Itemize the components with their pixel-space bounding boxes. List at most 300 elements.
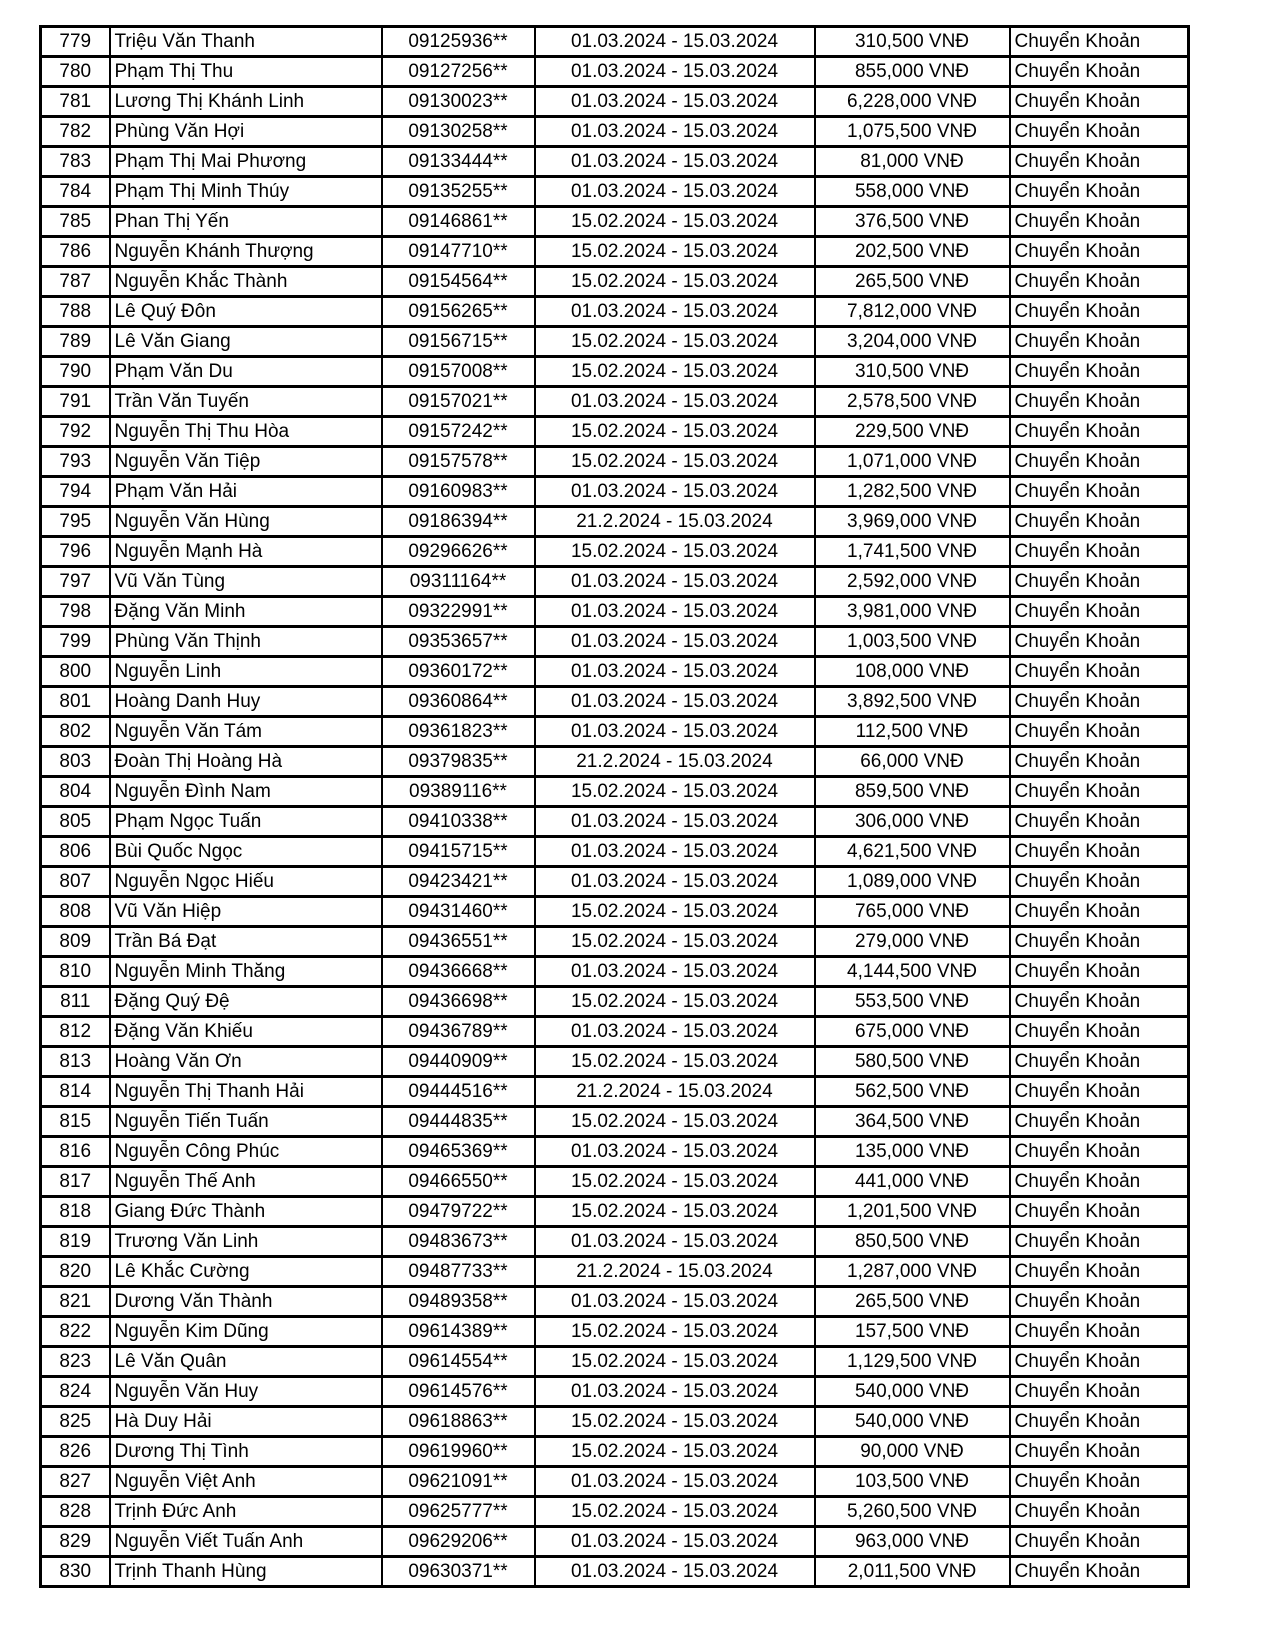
cell-date-range: 15.02.2024 - 15.03.2024	[535, 327, 815, 357]
cell-row-number: 790	[41, 357, 110, 387]
cell-name: Phùng Văn Hợi	[110, 117, 382, 147]
cell-name: Nguyễn Mạnh Hà	[110, 537, 382, 567]
cell-payment-method: Chuyển Khoản	[1010, 477, 1189, 507]
cell-date-range: 01.03.2024 - 15.03.2024	[535, 1467, 815, 1497]
cell-name: Nguyễn Tiến Tuấn	[110, 1107, 382, 1137]
cell-amount: 562,500 VNĐ	[815, 1077, 1010, 1107]
table-row	[41, 1557, 1189, 1587]
cell-row-number: 820	[41, 1257, 110, 1287]
cell-name: Nguyễn Văn Tám	[110, 717, 382, 747]
cell-phone: 09629206**	[382, 1527, 535, 1557]
cell-row-number: 779	[41, 27, 110, 57]
cell-amount: 859,500 VNĐ	[815, 777, 1010, 807]
table-row	[41, 1407, 1189, 1437]
table-row	[41, 987, 1189, 1017]
table-row	[41, 927, 1189, 957]
cell-amount: 1,741,500 VNĐ	[815, 537, 1010, 567]
cell-phone: 09135255**	[382, 177, 535, 207]
cell-payment-method: Chuyển Khoản	[1010, 1107, 1189, 1137]
cell-payment-method: Chuyển Khoản	[1010, 297, 1189, 327]
cell-row-number: 797	[41, 567, 110, 597]
cell-name: Nguyễn Ngọc Hiếu	[110, 867, 382, 897]
cell-phone: 09154564**	[382, 267, 535, 297]
cell-date-range: 01.03.2024 - 15.03.2024	[535, 957, 815, 987]
cell-phone: 09156715**	[382, 327, 535, 357]
cell-amount: 1,201,500 VNĐ	[815, 1197, 1010, 1227]
cell-name: Nguyễn Linh	[110, 657, 382, 687]
cell-row-number: 803	[41, 747, 110, 777]
cell-date-range: 15.02.2024 - 15.03.2024	[535, 1347, 815, 1377]
cell-date-range: 15.02.2024 - 15.03.2024	[535, 1047, 815, 1077]
cell-amount: 963,000 VNĐ	[815, 1527, 1010, 1557]
cell-payment-method: Chuyển Khoản	[1010, 267, 1189, 297]
payment-table-body	[41, 27, 1189, 1587]
cell-row-number: 789	[41, 327, 110, 357]
cell-phone: 09147710**	[382, 237, 535, 267]
cell-date-range: 15.02.2024 - 15.03.2024	[535, 267, 815, 297]
cell-payment-method: Chuyển Khoản	[1010, 357, 1189, 387]
cell-row-number: 780	[41, 57, 110, 87]
cell-name: Phạm Thị Thu	[110, 57, 382, 87]
cell-row-number: 829	[41, 1527, 110, 1557]
table-row	[41, 1107, 1189, 1137]
cell-payment-method: Chuyển Khoản	[1010, 1167, 1189, 1197]
cell-date-range: 01.03.2024 - 15.03.2024	[535, 297, 815, 327]
cell-amount: 2,592,000 VNĐ	[815, 567, 1010, 597]
cell-date-range: 01.03.2024 - 15.03.2024	[535, 1287, 815, 1317]
cell-name: Nguyễn Khắc Thành	[110, 267, 382, 297]
cell-name: Trịnh Thanh Hùng	[110, 1557, 382, 1587]
cell-amount: 675,000 VNĐ	[815, 1017, 1010, 1047]
cell-name: Triệu Văn Thanh	[110, 27, 382, 57]
cell-name: Nguyễn Thị Thanh Hải	[110, 1077, 382, 1107]
cell-payment-method: Chuyển Khoản	[1010, 597, 1189, 627]
cell-amount: 855,000 VNĐ	[815, 57, 1010, 87]
cell-phone: 09130258**	[382, 117, 535, 147]
table-row	[41, 567, 1189, 597]
cell-name: Dương Thị Tình	[110, 1437, 382, 1467]
table-row	[41, 147, 1189, 177]
cell-row-number: 823	[41, 1347, 110, 1377]
cell-payment-method: Chuyển Khoản	[1010, 1077, 1189, 1107]
cell-phone: 09157242**	[382, 417, 535, 447]
cell-name: Đặng Quý Đệ	[110, 987, 382, 1017]
table-row	[41, 417, 1189, 447]
cell-date-range: 15.02.2024 - 15.03.2024	[535, 447, 815, 477]
cell-row-number: 787	[41, 267, 110, 297]
cell-phone: 09487733**	[382, 1257, 535, 1287]
cell-name: Trần Bá Đạt	[110, 927, 382, 957]
cell-phone: 09410338**	[382, 807, 535, 837]
cell-row-number: 798	[41, 597, 110, 627]
cell-phone: 09130023**	[382, 87, 535, 117]
cell-phone: 09436668**	[382, 957, 535, 987]
cell-row-number: 806	[41, 837, 110, 867]
cell-payment-method: Chuyển Khoản	[1010, 417, 1189, 447]
cell-amount: 103,500 VNĐ	[815, 1467, 1010, 1497]
cell-date-range: 01.03.2024 - 15.03.2024	[535, 567, 815, 597]
cell-payment-method: Chuyển Khoản	[1010, 1317, 1189, 1347]
cell-row-number: 816	[41, 1137, 110, 1167]
cell-name: Đoàn Thị Hoàng Hà	[110, 747, 382, 777]
table-row	[41, 687, 1189, 717]
cell-amount: 66,000 VNĐ	[815, 747, 1010, 777]
cell-payment-method: Chuyển Khoản	[1010, 957, 1189, 987]
cell-date-range: 01.03.2024 - 15.03.2024	[535, 27, 815, 57]
cell-amount: 364,500 VNĐ	[815, 1107, 1010, 1137]
cell-amount: 229,500 VNĐ	[815, 417, 1010, 447]
cell-payment-method: Chuyển Khoản	[1010, 807, 1189, 837]
table-row	[41, 1137, 1189, 1167]
cell-row-number: 815	[41, 1107, 110, 1137]
table-row	[41, 1017, 1189, 1047]
cell-name: Đặng Văn Khiếu	[110, 1017, 382, 1047]
cell-amount: 765,000 VNĐ	[815, 897, 1010, 927]
cell-payment-method: Chuyển Khoản	[1010, 1197, 1189, 1227]
cell-amount: 4,144,500 VNĐ	[815, 957, 1010, 987]
table-row	[41, 747, 1189, 777]
cell-payment-method: Chuyển Khoản	[1010, 87, 1189, 117]
cell-row-number: 799	[41, 627, 110, 657]
cell-name: Phạm Văn Hải	[110, 477, 382, 507]
cell-phone: 09614554**	[382, 1347, 535, 1377]
cell-payment-method: Chuyển Khoản	[1010, 447, 1189, 477]
cell-name: Hoàng Danh Huy	[110, 687, 382, 717]
cell-phone: 09614389**	[382, 1317, 535, 1347]
cell-phone: 09479722**	[382, 1197, 535, 1227]
cell-row-number: 830	[41, 1557, 110, 1587]
cell-date-range: 15.02.2024 - 15.03.2024	[535, 417, 815, 447]
cell-name: Phan Thị Yến	[110, 207, 382, 237]
table-row	[41, 957, 1189, 987]
cell-payment-method: Chuyển Khoản	[1010, 1437, 1189, 1467]
cell-row-number: 793	[41, 447, 110, 477]
cell-row-number: 813	[41, 1047, 110, 1077]
cell-phone: 09311164**	[382, 567, 535, 597]
cell-payment-method: Chuyển Khoản	[1010, 717, 1189, 747]
cell-payment-method: Chuyển Khoản	[1010, 1257, 1189, 1287]
cell-amount: 7,812,000 VNĐ	[815, 297, 1010, 327]
cell-phone: 09389116**	[382, 777, 535, 807]
cell-payment-method: Chuyển Khoản	[1010, 1407, 1189, 1437]
cell-date-range: 01.03.2024 - 15.03.2024	[535, 1137, 815, 1167]
table-row	[41, 507, 1189, 537]
cell-name: Phạm Ngọc Tuấn	[110, 807, 382, 837]
cell-row-number: 802	[41, 717, 110, 747]
cell-payment-method: Chuyển Khoản	[1010, 27, 1189, 57]
document-page	[39, 25, 1190, 1588]
cell-amount: 4,621,500 VNĐ	[815, 837, 1010, 867]
cell-payment-method: Chuyển Khoản	[1010, 177, 1189, 207]
cell-name: Phạm Thị Mai Phương	[110, 147, 382, 177]
cell-date-range: 21.2.2024 - 15.03.2024	[535, 1257, 815, 1287]
cell-name: Nguyễn Việt Anh	[110, 1467, 382, 1497]
cell-phone: 09465369**	[382, 1137, 535, 1167]
cell-name: Phạm Thị Minh Thúy	[110, 177, 382, 207]
table-row	[41, 27, 1189, 57]
cell-amount: 3,892,500 VNĐ	[815, 687, 1010, 717]
cell-payment-method: Chuyển Khoản	[1010, 327, 1189, 357]
cell-date-range: 01.03.2024 - 15.03.2024	[535, 867, 815, 897]
cell-phone: 09444835**	[382, 1107, 535, 1137]
cell-row-number: 817	[41, 1167, 110, 1197]
cell-payment-method: Chuyển Khoản	[1010, 537, 1189, 567]
table-row	[41, 1527, 1189, 1557]
cell-payment-method: Chuyển Khoản	[1010, 387, 1189, 417]
cell-amount: 157,500 VNĐ	[815, 1317, 1010, 1347]
table-row	[41, 1047, 1189, 1077]
table-row	[41, 177, 1189, 207]
cell-row-number: 784	[41, 177, 110, 207]
cell-date-range: 01.03.2024 - 15.03.2024	[535, 627, 815, 657]
cell-row-number: 795	[41, 507, 110, 537]
cell-amount: 1,282,500 VNĐ	[815, 477, 1010, 507]
table-row	[41, 867, 1189, 897]
cell-phone: 09360172**	[382, 657, 535, 687]
cell-payment-method: Chuyển Khoản	[1010, 1137, 1189, 1167]
cell-phone: 09625777**	[382, 1497, 535, 1527]
cell-date-range: 15.02.2024 - 15.03.2024	[535, 1107, 815, 1137]
cell-amount: 376,500 VNĐ	[815, 207, 1010, 237]
table-row	[41, 207, 1189, 237]
cell-phone: 09431460**	[382, 897, 535, 927]
cell-payment-method: Chuyển Khoản	[1010, 117, 1189, 147]
cell-date-range: 15.02.2024 - 15.03.2024	[535, 897, 815, 927]
cell-date-range: 15.02.2024 - 15.03.2024	[535, 537, 815, 567]
cell-row-number: 800	[41, 657, 110, 687]
cell-row-number: 825	[41, 1407, 110, 1437]
cell-name: Giang Đức Thành	[110, 1197, 382, 1227]
cell-phone: 09160983**	[382, 477, 535, 507]
cell-amount: 540,000 VNĐ	[815, 1377, 1010, 1407]
cell-date-range: 01.03.2024 - 15.03.2024	[535, 147, 815, 177]
cell-amount: 279,000 VNĐ	[815, 927, 1010, 957]
cell-payment-method: Chuyển Khoản	[1010, 237, 1189, 267]
cell-phone: 09127256**	[382, 57, 535, 87]
table-row	[41, 1347, 1189, 1377]
cell-row-number: 807	[41, 867, 110, 897]
table-row	[41, 807, 1189, 837]
cell-name: Vũ Văn Tùng	[110, 567, 382, 597]
cell-date-range: 21.2.2024 - 15.03.2024	[535, 747, 815, 777]
cell-phone: 09436789**	[382, 1017, 535, 1047]
cell-row-number: 786	[41, 237, 110, 267]
cell-name: Nguyễn Viết Tuấn Anh	[110, 1527, 382, 1557]
cell-phone: 09440909**	[382, 1047, 535, 1077]
cell-name: Trịnh Đức Anh	[110, 1497, 382, 1527]
cell-name: Nguyễn Công Phúc	[110, 1137, 382, 1167]
cell-amount: 108,000 VNĐ	[815, 657, 1010, 687]
cell-phone: 09157578**	[382, 447, 535, 477]
cell-phone: 09133444**	[382, 147, 535, 177]
payment-table	[39, 25, 1190, 1588]
table-row	[41, 1377, 1189, 1407]
table-row	[41, 627, 1189, 657]
cell-amount: 850,500 VNĐ	[815, 1227, 1010, 1257]
cell-payment-method: Chuyển Khoản	[1010, 777, 1189, 807]
cell-amount: 3,969,000 VNĐ	[815, 507, 1010, 537]
cell-row-number: 819	[41, 1227, 110, 1257]
cell-row-number: 804	[41, 777, 110, 807]
cell-payment-method: Chuyển Khoản	[1010, 897, 1189, 927]
cell-amount: 265,500 VNĐ	[815, 267, 1010, 297]
cell-phone: 09489358**	[382, 1287, 535, 1317]
cell-phone: 09466550**	[382, 1167, 535, 1197]
cell-date-range: 15.02.2024 - 15.03.2024	[535, 1497, 815, 1527]
cell-phone: 09157021**	[382, 387, 535, 417]
cell-phone: 09360864**	[382, 687, 535, 717]
cell-name: Nguyễn Thị Thu Hòa	[110, 417, 382, 447]
cell-date-range: 01.03.2024 - 15.03.2024	[535, 1017, 815, 1047]
cell-amount: 90,000 VNĐ	[815, 1437, 1010, 1467]
cell-phone: 09423421**	[382, 867, 535, 897]
cell-amount: 1,003,500 VNĐ	[815, 627, 1010, 657]
cell-date-range: 01.03.2024 - 15.03.2024	[535, 87, 815, 117]
cell-row-number: 818	[41, 1197, 110, 1227]
cell-amount: 135,000 VNĐ	[815, 1137, 1010, 1167]
table-row	[41, 327, 1189, 357]
cell-phone: 09379835**	[382, 747, 535, 777]
table-row	[41, 1077, 1189, 1107]
cell-date-range: 01.03.2024 - 15.03.2024	[535, 477, 815, 507]
cell-payment-method: Chuyển Khoản	[1010, 567, 1189, 597]
cell-row-number: 809	[41, 927, 110, 957]
cell-phone: 09296626**	[382, 537, 535, 567]
cell-row-number: 781	[41, 87, 110, 117]
cell-row-number: 794	[41, 477, 110, 507]
cell-amount: 1,287,000 VNĐ	[815, 1257, 1010, 1287]
cell-row-number: 792	[41, 417, 110, 447]
cell-payment-method: Chuyển Khoản	[1010, 147, 1189, 177]
cell-amount: 310,500 VNĐ	[815, 27, 1010, 57]
cell-date-range: 01.03.2024 - 15.03.2024	[535, 387, 815, 417]
cell-phone: 09619960**	[382, 1437, 535, 1467]
cell-date-range: 21.2.2024 - 15.03.2024	[535, 507, 815, 537]
cell-date-range: 01.03.2024 - 15.03.2024	[535, 597, 815, 627]
cell-payment-method: Chuyển Khoản	[1010, 1557, 1189, 1587]
cell-phone: 09156265**	[382, 297, 535, 327]
cell-payment-method: Chuyển Khoản	[1010, 1287, 1189, 1317]
cell-row-number: 805	[41, 807, 110, 837]
cell-phone: 09436551**	[382, 927, 535, 957]
cell-date-range: 01.03.2024 - 15.03.2024	[535, 177, 815, 207]
cell-name: Lê Văn Giang	[110, 327, 382, 357]
cell-name: Nguyễn Thế Anh	[110, 1167, 382, 1197]
cell-date-range: 01.03.2024 - 15.03.2024	[535, 807, 815, 837]
cell-name: Nguyễn Minh Thăng	[110, 957, 382, 987]
cell-row-number: 821	[41, 1287, 110, 1317]
cell-name: Nguyễn Đình Nam	[110, 777, 382, 807]
cell-name: Phùng Văn Thịnh	[110, 627, 382, 657]
cell-date-range: 15.02.2024 - 15.03.2024	[535, 987, 815, 1017]
cell-row-number: 812	[41, 1017, 110, 1047]
cell-date-range: 01.03.2024 - 15.03.2024	[535, 1227, 815, 1257]
cell-row-number: 785	[41, 207, 110, 237]
cell-payment-method: Chuyển Khoản	[1010, 207, 1189, 237]
cell-name: Lê Khắc Cường	[110, 1257, 382, 1287]
table-row	[41, 57, 1189, 87]
cell-date-range: 01.03.2024 - 15.03.2024	[535, 117, 815, 147]
cell-phone: 09618863**	[382, 1407, 535, 1437]
cell-date-range: 15.02.2024 - 15.03.2024	[535, 1437, 815, 1467]
cell-row-number: 791	[41, 387, 110, 417]
cell-name: Trần Văn Tuyến	[110, 387, 382, 417]
cell-date-range: 01.03.2024 - 15.03.2024	[535, 657, 815, 687]
table-row	[41, 537, 1189, 567]
cell-payment-method: Chuyển Khoản	[1010, 57, 1189, 87]
cell-payment-method: Chuyển Khoản	[1010, 507, 1189, 537]
cell-phone: 09125936**	[382, 27, 535, 57]
cell-date-range: 15.02.2024 - 15.03.2024	[535, 1197, 815, 1227]
cell-date-range: 15.02.2024 - 15.03.2024	[535, 1317, 815, 1347]
cell-phone: 09614576**	[382, 1377, 535, 1407]
cell-phone: 09322991**	[382, 597, 535, 627]
cell-phone: 09621091**	[382, 1467, 535, 1497]
cell-payment-method: Chuyển Khoản	[1010, 867, 1189, 897]
cell-row-number: 822	[41, 1317, 110, 1347]
cell-name: Vũ Văn Hiệp	[110, 897, 382, 927]
cell-phone: 09146861**	[382, 207, 535, 237]
table-row	[41, 267, 1189, 297]
cell-name: Trương Văn Linh	[110, 1227, 382, 1257]
cell-amount: 2,011,500 VNĐ	[815, 1557, 1010, 1587]
cell-amount: 310,500 VNĐ	[815, 357, 1010, 387]
cell-row-number: 783	[41, 147, 110, 177]
table-row	[41, 897, 1189, 927]
cell-name: Nguyễn Khánh Thượng	[110, 237, 382, 267]
table-row	[41, 777, 1189, 807]
cell-payment-method: Chuyển Khoản	[1010, 1047, 1189, 1077]
table-row	[41, 1437, 1189, 1467]
cell-date-range: 01.03.2024 - 15.03.2024	[535, 837, 815, 867]
cell-amount: 112,500 VNĐ	[815, 717, 1010, 747]
cell-payment-method: Chuyển Khoản	[1010, 987, 1189, 1017]
cell-payment-method: Chuyển Khoản	[1010, 627, 1189, 657]
cell-date-range: 01.03.2024 - 15.03.2024	[535, 57, 815, 87]
cell-payment-method: Chuyển Khoản	[1010, 837, 1189, 867]
table-row	[41, 1167, 1189, 1197]
cell-phone: 09444516**	[382, 1077, 535, 1107]
table-row	[41, 297, 1189, 327]
cell-row-number: 827	[41, 1467, 110, 1497]
table-row	[41, 447, 1189, 477]
cell-row-number: 814	[41, 1077, 110, 1107]
cell-amount: 558,000 VNĐ	[815, 177, 1010, 207]
cell-name: Phạm Văn Du	[110, 357, 382, 387]
cell-name: Nguyễn Văn Huy	[110, 1377, 382, 1407]
table-row	[41, 657, 1189, 687]
cell-date-range: 15.02.2024 - 15.03.2024	[535, 357, 815, 387]
table-row	[41, 1227, 1189, 1257]
cell-amount: 3,204,000 VNĐ	[815, 327, 1010, 357]
cell-payment-method: Chuyển Khoản	[1010, 687, 1189, 717]
cell-amount: 3,981,000 VNĐ	[815, 597, 1010, 627]
table-row	[41, 1287, 1189, 1317]
cell-phone: 09361823**	[382, 717, 535, 747]
cell-amount: 306,000 VNĐ	[815, 807, 1010, 837]
table-row	[41, 387, 1189, 417]
cell-phone: 09630371**	[382, 1557, 535, 1587]
cell-amount: 553,500 VNĐ	[815, 987, 1010, 1017]
cell-date-range: 21.2.2024 - 15.03.2024	[535, 1077, 815, 1107]
table-row	[41, 357, 1189, 387]
table-row	[41, 117, 1189, 147]
cell-payment-method: Chuyển Khoản	[1010, 657, 1189, 687]
cell-name: Lương Thị Khánh Linh	[110, 87, 382, 117]
cell-payment-method: Chuyển Khoản	[1010, 927, 1189, 957]
cell-date-range: 15.02.2024 - 15.03.2024	[535, 1407, 815, 1437]
cell-payment-method: Chuyển Khoản	[1010, 1377, 1189, 1407]
